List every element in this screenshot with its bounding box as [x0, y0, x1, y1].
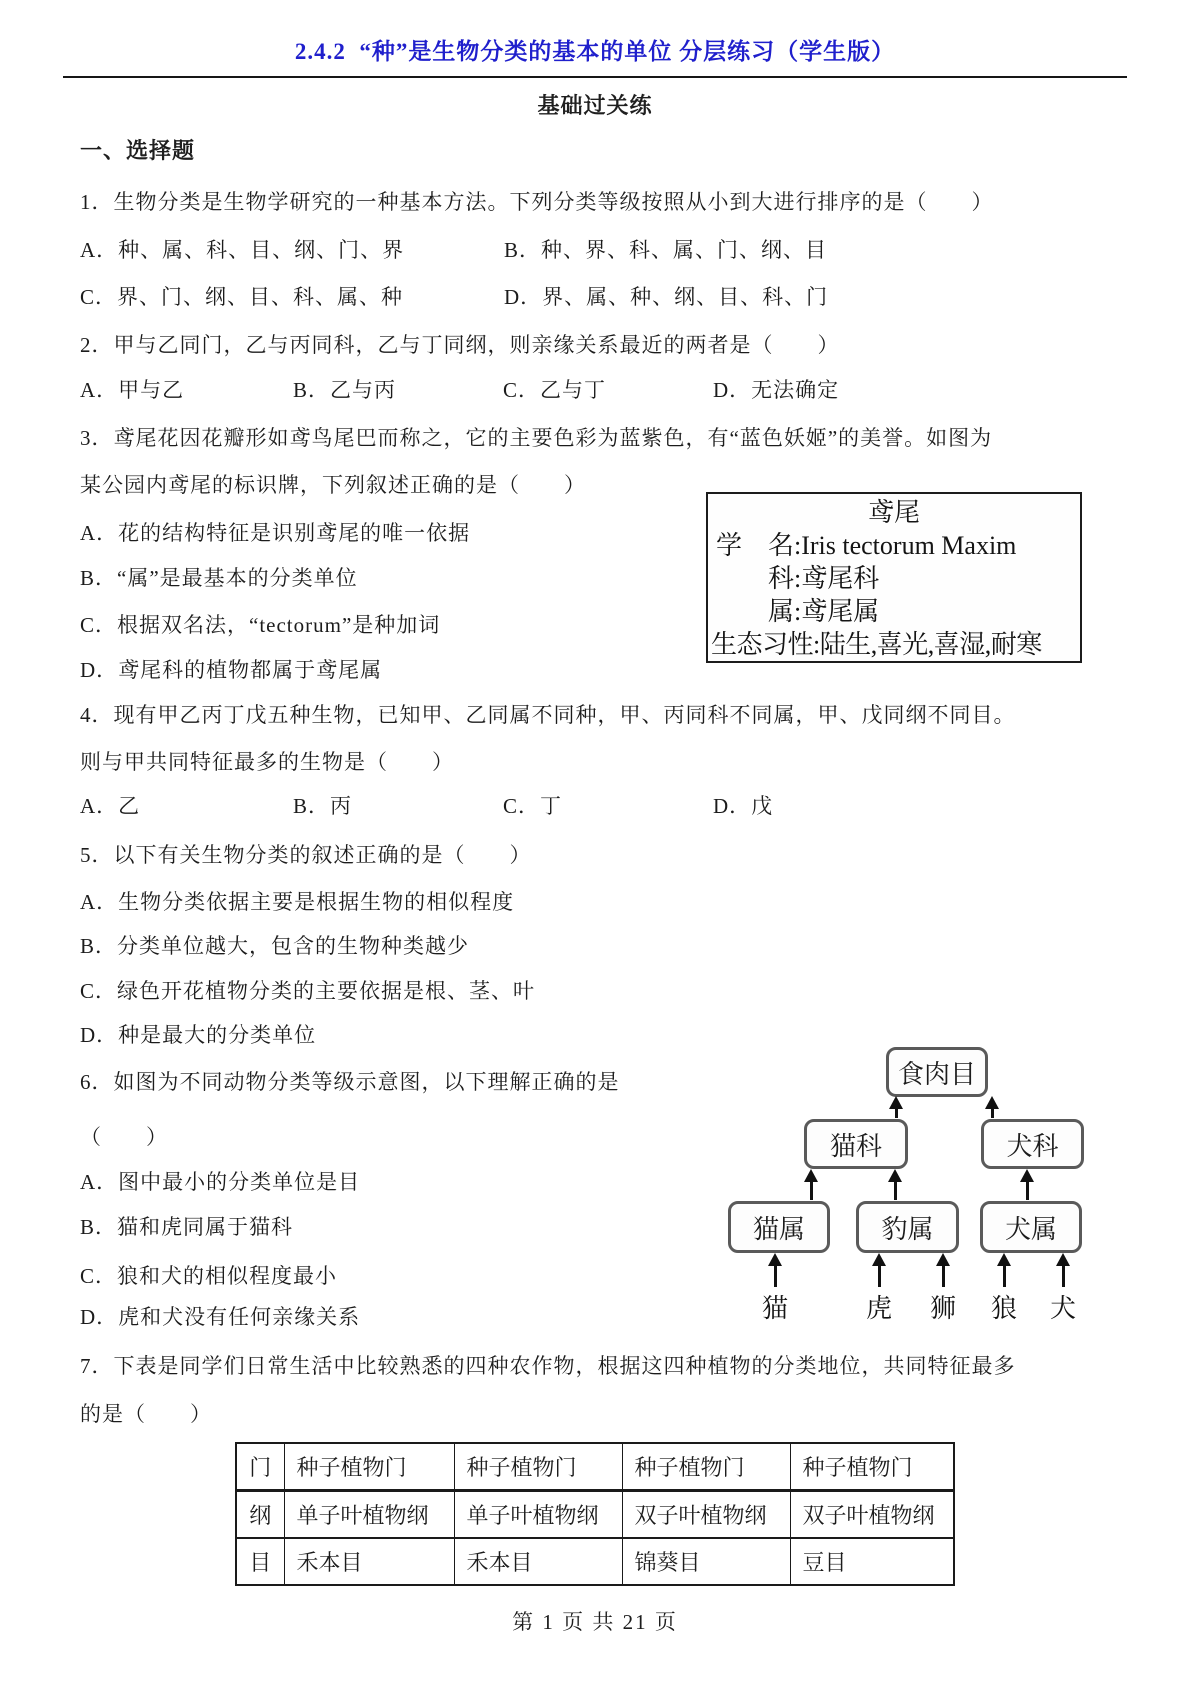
q5-option-c: C．绿色开花植物分类的主要依据是根、茎、叶 — [80, 979, 536, 1003]
crop-classification-table — [235, 1442, 955, 1586]
diagram-animal-cat: 猫 — [761, 1294, 789, 1323]
q6-option-c: C．狼和犬的相似程度最小 — [80, 1264, 338, 1288]
q2-options-row — [80, 377, 839, 404]
q2-option-d: D．无法确定 — [713, 378, 840, 402]
table-cell: 种子植物门 — [454, 1443, 622, 1491]
sign-family: 科:鸢尾科 — [768, 564, 880, 593]
q4-option-b: B．丙 — [293, 794, 353, 818]
q4-options-row — [80, 793, 773, 820]
q1-option-a: A．种、属、科、目、纲、门、界 — [80, 238, 405, 262]
document-title: 2.4.2 “种”是生物分类的基本的单位 分层练习（学生版） — [294, 39, 896, 64]
q4-text-line1: 4．现有甲乙丙丁戊五种生物，已知甲、乙同属不同种，甲、丙同科不同属，甲、戊同纲不同目。 — [80, 703, 1016, 727]
table-cell: 种子植物门 — [790, 1443, 954, 1491]
q6-text-line1: 6．如图为不同动物分类等级示意图，以下理解正确的是 — [80, 1070, 620, 1094]
diagram-animal-lion: 狮 — [929, 1294, 957, 1323]
q1-options-row-1 — [80, 237, 827, 264]
q4-option-d: D．戊 — [713, 794, 774, 818]
table-row-phylum — [236, 1443, 954, 1491]
q4-option-a: A．乙 — [80, 794, 141, 818]
q3-text-line2: 某公园内鸢尾的标识牌，下列叙述正确的是（ ） — [80, 473, 586, 497]
table-cell: 单子叶植物纲 — [454, 1491, 622, 1539]
q5-option-d: D．种是最大的分类单位 — [80, 1023, 317, 1047]
table-row-class — [236, 1491, 954, 1539]
q1-option-c: C．界、门、纲、目、科、属、种 — [80, 285, 404, 309]
section-heading-choice: 一、选择题 — [80, 138, 196, 163]
q4-text-line2: 则与甲共同特征最多的生物是（ ） — [80, 750, 454, 774]
q4-option-c: C．丁 — [503, 794, 563, 818]
q6-text-line2: （ ） — [80, 1125, 168, 1149]
table-cell: 种子植物门 — [284, 1443, 454, 1491]
table-row-order — [236, 1538, 954, 1585]
q1-option-d: D．界、属、种、纲、目、科、门 — [504, 285, 829, 309]
sign-scientific-name: 学 名:Iris tectorum Maxim — [716, 531, 1017, 560]
table-cell: 种子植物门 — [622, 1443, 790, 1491]
table-cell: 纲 — [236, 1491, 284, 1539]
q6-option-a: A．图中最小的分类单位是目 — [80, 1170, 361, 1194]
q2-option-a: A．甲与乙 — [80, 378, 185, 402]
q3-option-d: D．鸢尾科的植物都属于鸢尾属 — [80, 658, 383, 682]
iris-sign-figure — [706, 492, 1082, 663]
diagram-node-leopard-genus: 豹属 — [856, 1201, 959, 1253]
table-cell: 门 — [236, 1443, 284, 1491]
q1-options-row-2 — [80, 284, 828, 311]
table-cell: 双子叶植物纲 — [622, 1491, 790, 1539]
diagram-node-dog-genus: 犬属 — [980, 1201, 1082, 1253]
q3-option-b: B．“属”是最基本的分类单位 — [80, 566, 358, 590]
q5-text: 5．以下有关生物分类的叙述正确的是（ ） — [80, 843, 532, 867]
q3-option-a: A．花的结构特征是识别鸢尾的唯一依据 — [80, 521, 471, 545]
sign-habit: 生态习性:陆生,喜光,喜湿,耐寒 — [711, 630, 1042, 659]
q5-option-a: A．生物分类依据主要是根据生物的相似程度 — [80, 890, 515, 914]
sign-genus: 属:鸢尾属 — [768, 597, 880, 626]
diagram-node-dog-family: 犬科 — [981, 1119, 1084, 1169]
q6-option-b: B．猫和虎同属于猫科 — [80, 1215, 294, 1239]
page-number: 第 1 页 共 21 页 — [512, 1610, 678, 1634]
sign-title: 鸢尾 — [867, 498, 920, 527]
diagram-animal-dog: 犬 — [1049, 1294, 1077, 1323]
q6-option-d: D．虎和犬没有任何亲缘关系 — [80, 1305, 361, 1329]
q1-option-b: B．种、界、科、属、门、纲、目 — [504, 238, 828, 262]
q2-text: 2．甲与乙同门，乙与丙同科，乙与丁同纲，则亲缘关系最近的两者是（ ） — [80, 333, 840, 357]
table-cell: 目 — [236, 1538, 284, 1585]
q7-text-line2: 的是（ ） — [80, 1402, 212, 1426]
table-cell: 禾本目 — [284, 1538, 454, 1585]
section-heading-basic: 基础过关练 — [537, 93, 653, 118]
q2-option-c: C．乙与丁 — [503, 378, 607, 402]
table-cell: 锦葵目 — [622, 1538, 790, 1585]
q2-option-b: B．乙与丙 — [293, 378, 397, 402]
table-cell: 禾本目 — [454, 1538, 622, 1585]
table-cell: 双子叶植物纲 — [790, 1491, 954, 1539]
diagram-node-cat-genus: 猫属 — [728, 1201, 830, 1253]
table-cell: 豆目 — [790, 1538, 954, 1585]
q5-option-b: B．分类单位越大，包含的生物种类越少 — [80, 934, 470, 958]
diagram-node-cat-family: 猫科 — [804, 1119, 908, 1169]
diagram-animal-wolf: 狼 — [990, 1294, 1018, 1323]
diagram-animal-tiger: 虎 — [865, 1294, 893, 1323]
q3-text-line1: 3．鸢尾花因花瓣形如鸢鸟尾巴而称之，它的主要色彩为蓝紫色，有“蓝色妖姬”的美誉。如图为 — [80, 426, 993, 450]
title-divider — [63, 76, 1127, 78]
q3-option-c: C．根据双名法，“tectorum”是种加词 — [80, 613, 441, 637]
q7-text-line1: 7．下表是同学们日常生活中比较熟悉的四种农作物，根据这四种植物的分类地位，共同特征最多 — [80, 1354, 1016, 1378]
table-cell: 单子叶植物纲 — [284, 1491, 454, 1539]
q1-text: 1．生物分类是生物学研究的一种基本方法。下列分类等级按照从小到大进行排序的是（ ） — [80, 190, 994, 214]
diagram-node-order: 食肉目 — [886, 1047, 988, 1097]
